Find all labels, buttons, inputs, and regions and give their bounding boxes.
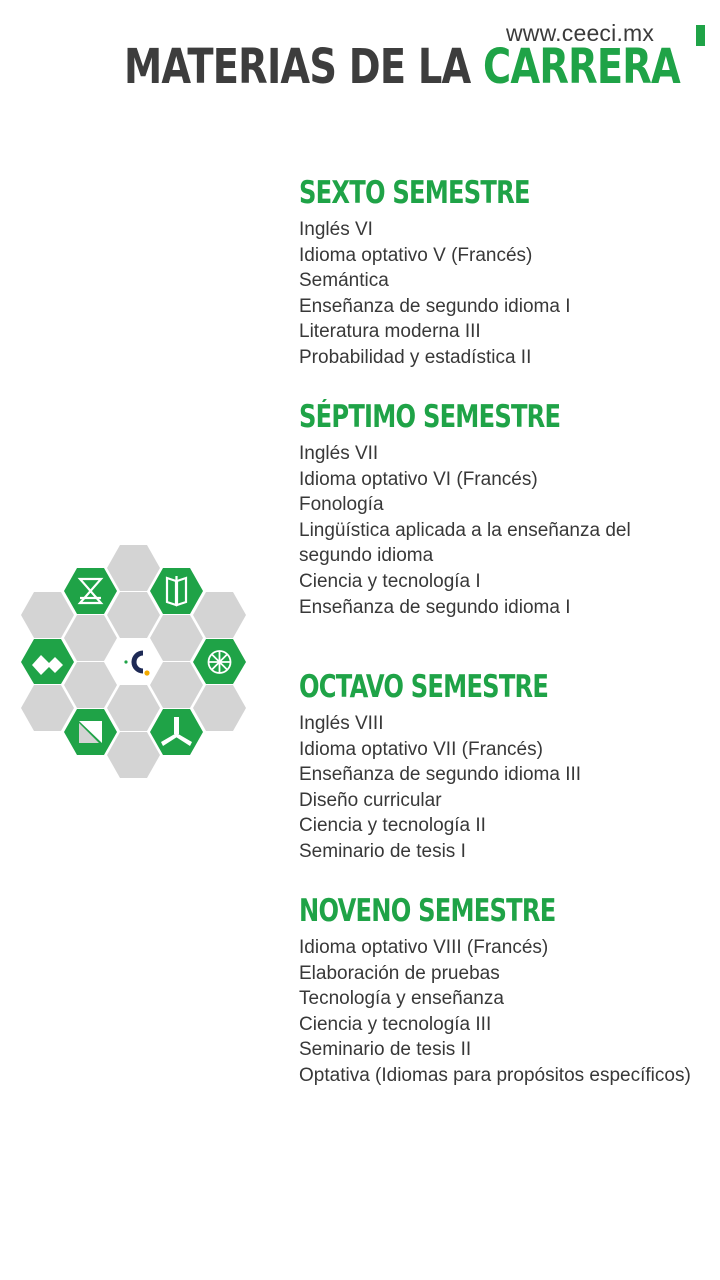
subject-list [299, 217, 699, 371]
subject-item: Ciencia y tecnología III [299, 1013, 492, 1035]
subject-item: Tecnología y enseñanza [299, 988, 504, 1010]
hexagon-cluster-svg [20, 543, 250, 781]
subject-item: Semántica [299, 270, 389, 292]
compass-icon [209, 651, 231, 673]
subject-item: Ciencia y tecnología II [299, 815, 486, 837]
subject-item: Idioma optativo VII (Francés) [299, 738, 543, 760]
semester-block [299, 891, 699, 1089]
hex-tile [107, 732, 160, 778]
subject-item: Idioma optativo V (Francés) [299, 244, 533, 266]
page-title [124, 38, 680, 96]
accent-bar [696, 25, 705, 46]
subject-item: Inglés VIII [299, 713, 384, 734]
subject-item: Diseño curricular [299, 789, 442, 811]
subject-list [299, 441, 699, 620]
hex-tile [107, 685, 160, 731]
hex-tile [64, 662, 117, 708]
hex-tile [21, 685, 74, 731]
semester-title: OCTAVO SEMESTRE [299, 669, 549, 705]
website-url[interactable]: www.ceeci.mx [506, 20, 655, 46]
hex-tile [150, 662, 203, 708]
subject-item: Idioma optativo VIII (Francés) [299, 937, 549, 958]
hex-tile [21, 592, 74, 638]
subject-item: Enseñanza de segundo idioma III [299, 764, 582, 786]
subject-item: Literatura moderna III [299, 321, 481, 343]
hex-tile [193, 685, 246, 731]
subject-item: Elaboración de pruebas [299, 962, 500, 984]
subject-item: Seminario de tesis II [299, 1039, 472, 1061]
subject-item: Fonología [299, 494, 384, 516]
subject-item: Inglés VI [299, 219, 373, 240]
semester-block [299, 397, 699, 620]
subject-item: Inglés VII [299, 443, 379, 464]
hex-tile [193, 592, 246, 638]
hex-tile [64, 615, 117, 661]
subject-item: Probabilidad y estadística II [299, 346, 532, 368]
semester-title: NOVENO SEMESTRE [299, 893, 556, 929]
subject-item: Idioma optativo VI (Francés) [299, 468, 538, 490]
hex-tile [107, 545, 160, 591]
page-title-part2: CARRERA [483, 39, 680, 95]
page-title-part1: MATERIAS DE LA [124, 39, 471, 95]
subject-list [299, 935, 699, 1089]
hexagon-logo-cluster [20, 543, 250, 781]
subject-item: Enseñanza de segundo idioma I [299, 295, 571, 317]
semester-block [299, 173, 699, 371]
hex-tile [150, 615, 203, 661]
subject-item: Optativa (Idiomas para propósitos específicos) [299, 1064, 691, 1086]
semester-title: SÉPTIMO SEMESTRE [299, 399, 561, 435]
subject-item: Ciencia y tecnología I [299, 570, 481, 592]
subject-list [299, 711, 699, 865]
subject-item: Seminario de tesis I [299, 840, 466, 862]
semester-title: SEXTO SEMESTRE [299, 175, 530, 211]
subject-item: Lingüística aplicada a la enseñanza del segundo idioma [299, 519, 631, 567]
hex-tile [107, 592, 160, 638]
subject-item: Enseñanza de segundo idioma I [299, 596, 571, 618]
semester-block [299, 667, 699, 865]
